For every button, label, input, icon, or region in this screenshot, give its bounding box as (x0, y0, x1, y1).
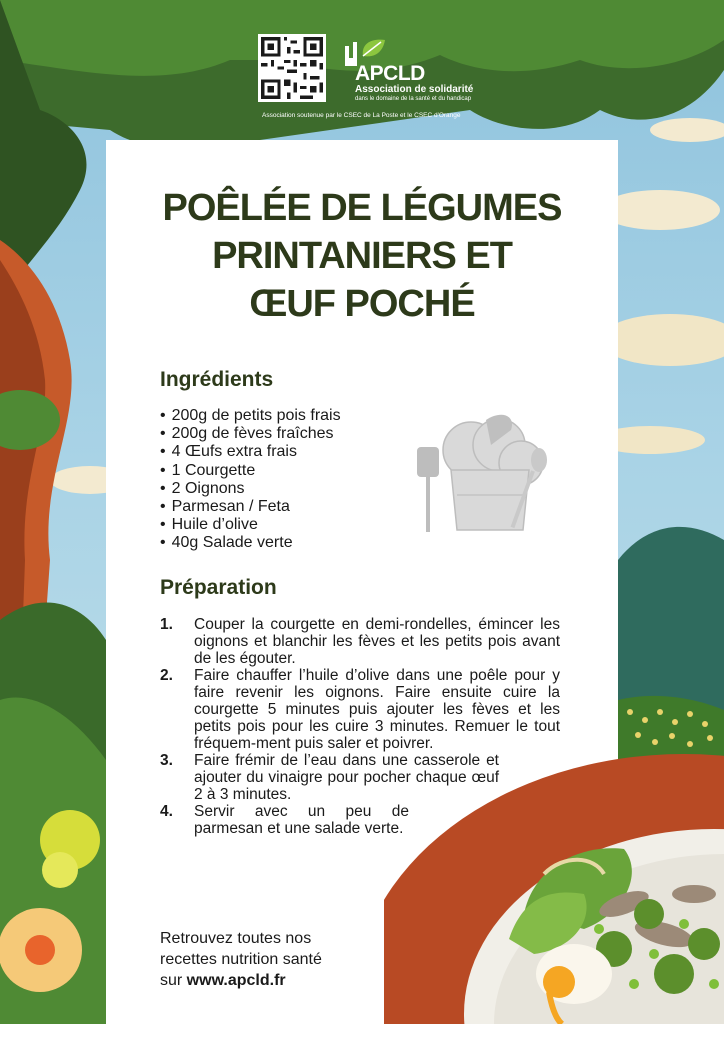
step-text: Faire frémir de l’eau dans une casserole et ajouter du vinaigre pour pocher chaque œuf 2 à 3 minutes. (194, 752, 499, 803)
step-number: 2. (160, 667, 173, 684)
spatula-icon (417, 447, 439, 532)
ingredient-item: • 4 Œufs extra frais (160, 443, 341, 461)
org-name: APCLD (355, 62, 425, 85)
preparation-heading: Préparation (160, 576, 277, 599)
ingredient-item: • 40g Salade verte (160, 534, 341, 552)
title-line: ŒUF POCHÉ (249, 283, 475, 325)
footer-prefix: sur (160, 972, 187, 989)
ingredients-heading: Ingrédients (160, 368, 274, 391)
plate-image (384, 744, 724, 1024)
step-number: 4. (160, 803, 173, 820)
footer-link-line (160, 970, 322, 991)
qr-code-icon[interactable] (258, 34, 326, 102)
step-number: 3. (160, 752, 173, 769)
ingredients-list (160, 407, 341, 553)
step-text: Servir avec un peu de parmesan et une salade verte. (194, 803, 409, 837)
dish-illustration (384, 744, 724, 1024)
step-item (160, 803, 409, 837)
org-tagline-detail: dans le domaine de la santé et du handicap (355, 96, 472, 102)
ingredient-item: • 200g de fèves fraîches (160, 425, 341, 443)
step-item (160, 616, 560, 667)
ingredient-item: • 2 Oignons (160, 480, 341, 498)
chef-hat-icon (411, 405, 561, 545)
ingredient-item: • 200g de petits pois frais (160, 407, 341, 425)
step-number: 1. (160, 616, 173, 633)
recipe-title (106, 184, 618, 328)
footer-line: Retrouvez toutes nos (160, 930, 312, 947)
step-item (160, 667, 560, 752)
ingredient-item: • Huile d’olive (160, 516, 341, 534)
step-text: Couper la courgette en demi-rondelles, émincer les oignons et blanchir les fèves et les petits pois avant de les égouter. (194, 616, 560, 667)
footer-text (160, 928, 322, 991)
ingredient-item: • 1 Courgette (160, 462, 341, 480)
org-tagline: Association de solidarité (355, 84, 474, 95)
footer-line: recettes nutrition santé (160, 951, 322, 968)
title-line: PRINTANIERS ET (212, 235, 512, 277)
step-text: Faire chauffer l’huile d’olive dans une poêle pour y faire revenir les oignons. Faire ensuite cuire la courgette 5 minutes puis ajouter les fèves et les petits pois pour les cuire 3 minutes. Remuer le tout fréquem-ment puis saler et poivrer. (194, 667, 560, 752)
website-link[interactable]: www.apcld.fr (186, 972, 286, 989)
ingredient-item: • Parmesan / Feta (160, 498, 341, 516)
title-line: POÊLÉE DE LÉGUMES (162, 187, 562, 229)
support-note: Association soutenue par le CSEC de La Poste et le CSEC d'Orange (262, 112, 461, 119)
